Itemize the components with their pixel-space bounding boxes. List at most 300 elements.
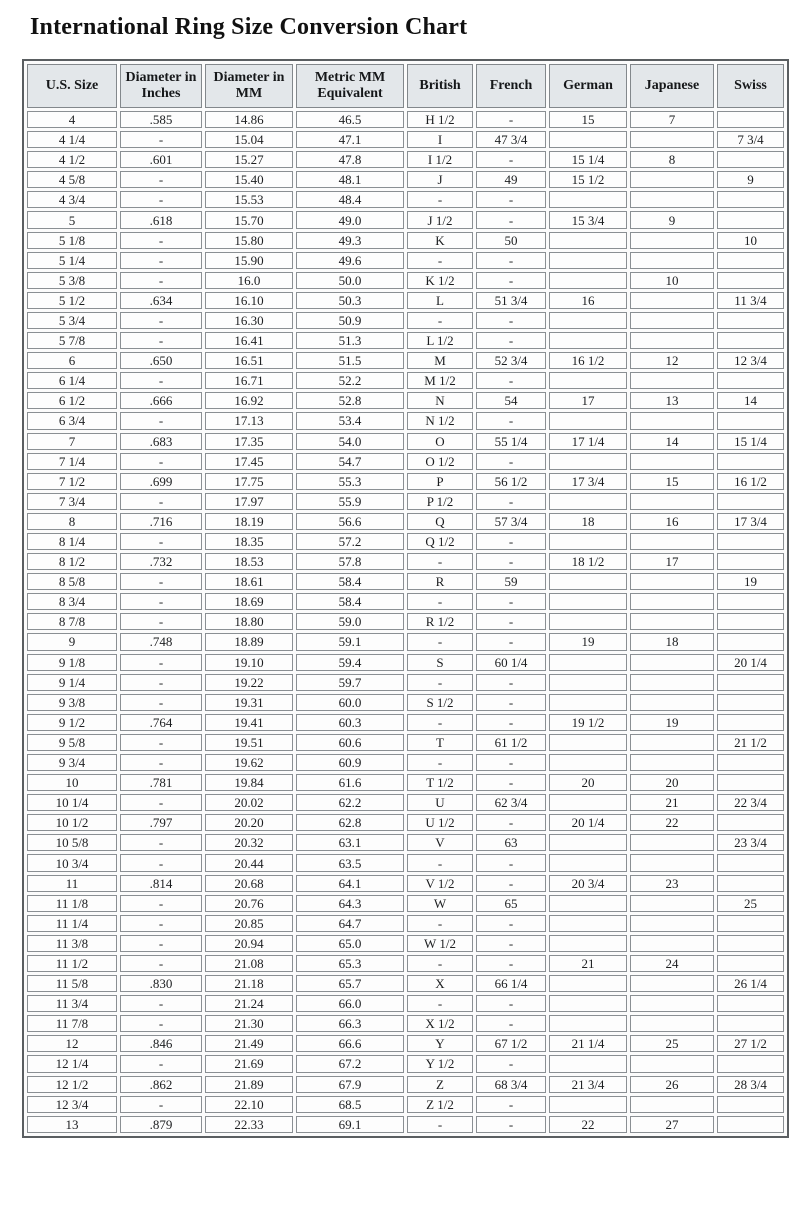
cell: 48.1 bbox=[296, 171, 404, 188]
cell: P bbox=[407, 473, 473, 490]
table-row bbox=[27, 1096, 784, 1113]
cell bbox=[717, 935, 784, 952]
cell: 12 bbox=[630, 352, 714, 369]
cell: 18.89 bbox=[205, 633, 293, 650]
cell: 61.6 bbox=[296, 774, 404, 791]
cell bbox=[717, 1096, 784, 1113]
cell: - bbox=[476, 272, 546, 289]
table-row bbox=[27, 915, 784, 932]
cell: 21 1/4 bbox=[549, 1035, 627, 1052]
cell: 6 1/4 bbox=[27, 372, 117, 389]
cell: - bbox=[476, 553, 546, 570]
cell: 21.69 bbox=[205, 1055, 293, 1072]
cell: - bbox=[120, 935, 202, 952]
cell: S bbox=[407, 654, 473, 671]
cell: 50.3 bbox=[296, 292, 404, 309]
cell: .846 bbox=[120, 1035, 202, 1052]
cell bbox=[549, 412, 627, 429]
cell bbox=[630, 191, 714, 208]
cell: 17.35 bbox=[205, 433, 293, 450]
cell bbox=[630, 674, 714, 691]
cell: U bbox=[407, 794, 473, 811]
cell: 10 bbox=[27, 774, 117, 791]
cell: 6 3/4 bbox=[27, 412, 117, 429]
cell: 65.0 bbox=[296, 935, 404, 952]
cell: 47.1 bbox=[296, 131, 404, 148]
cell: .748 bbox=[120, 633, 202, 650]
cell: 57 3/4 bbox=[476, 513, 546, 530]
table-row bbox=[27, 412, 784, 429]
cell: 19.10 bbox=[205, 654, 293, 671]
cell: 50.0 bbox=[296, 272, 404, 289]
table-body bbox=[27, 111, 784, 1133]
cell: - bbox=[476, 613, 546, 630]
ring-size-conversion-table bbox=[22, 59, 789, 1138]
cell: - bbox=[407, 593, 473, 610]
cell bbox=[549, 654, 627, 671]
table-row bbox=[27, 694, 784, 711]
cell: 49.0 bbox=[296, 211, 404, 228]
cell: 51.5 bbox=[296, 352, 404, 369]
cell: 15.90 bbox=[205, 252, 293, 269]
cell: 26 bbox=[630, 1076, 714, 1093]
cell: 20.94 bbox=[205, 935, 293, 952]
cell: .666 bbox=[120, 392, 202, 409]
table-row bbox=[27, 774, 784, 791]
cell bbox=[630, 292, 714, 309]
cell: Q 1/2 bbox=[407, 533, 473, 550]
cell: 11 3/8 bbox=[27, 935, 117, 952]
cell bbox=[549, 1055, 627, 1072]
table-row bbox=[27, 352, 784, 369]
table-row bbox=[27, 513, 784, 530]
cell bbox=[630, 895, 714, 912]
cell bbox=[630, 935, 714, 952]
cell: - bbox=[476, 674, 546, 691]
cell: - bbox=[407, 714, 473, 731]
cell: 16.30 bbox=[205, 312, 293, 329]
cell: 16 1/2 bbox=[717, 473, 784, 490]
cell: - bbox=[407, 955, 473, 972]
cell: N bbox=[407, 392, 473, 409]
cell: - bbox=[120, 915, 202, 932]
cell: J bbox=[407, 171, 473, 188]
cell: 57.8 bbox=[296, 553, 404, 570]
cell: V 1/2 bbox=[407, 875, 473, 892]
cell: - bbox=[120, 754, 202, 771]
cell: 62.8 bbox=[296, 814, 404, 831]
cell: 15 bbox=[549, 111, 627, 128]
cell: 10 1/4 bbox=[27, 794, 117, 811]
cell: - bbox=[120, 895, 202, 912]
cell: 64.7 bbox=[296, 915, 404, 932]
cell: 8 bbox=[630, 151, 714, 168]
cell: 11 3/4 bbox=[717, 292, 784, 309]
cell: - bbox=[120, 674, 202, 691]
cell: 58.4 bbox=[296, 593, 404, 610]
cell: .732 bbox=[120, 553, 202, 570]
cell: J 1/2 bbox=[407, 211, 473, 228]
cell bbox=[717, 613, 784, 630]
cell: - bbox=[476, 211, 546, 228]
cell: Y 1/2 bbox=[407, 1055, 473, 1072]
cell: - bbox=[407, 915, 473, 932]
cell: 60.3 bbox=[296, 714, 404, 731]
cell bbox=[549, 854, 627, 871]
cell: 23 3/4 bbox=[717, 834, 784, 851]
cell bbox=[630, 654, 714, 671]
table-row bbox=[27, 151, 784, 168]
cell bbox=[630, 915, 714, 932]
cell bbox=[630, 834, 714, 851]
cell: 15.27 bbox=[205, 151, 293, 168]
cell: 14.86 bbox=[205, 111, 293, 128]
table-row bbox=[27, 533, 784, 550]
cell bbox=[549, 694, 627, 711]
cell: 19.22 bbox=[205, 674, 293, 691]
cell: - bbox=[120, 955, 202, 972]
table-row bbox=[27, 1116, 784, 1133]
cell: 21.89 bbox=[205, 1076, 293, 1093]
cell: 17.75 bbox=[205, 473, 293, 490]
cell bbox=[717, 814, 784, 831]
cell: 50.9 bbox=[296, 312, 404, 329]
cell bbox=[549, 834, 627, 851]
cell bbox=[549, 272, 627, 289]
cell: 20.76 bbox=[205, 895, 293, 912]
table-row bbox=[27, 232, 784, 249]
cell: 16.41 bbox=[205, 332, 293, 349]
cell bbox=[549, 935, 627, 952]
cell: - bbox=[476, 252, 546, 269]
cell: 64.3 bbox=[296, 895, 404, 912]
cell: - bbox=[120, 232, 202, 249]
cell: - bbox=[476, 694, 546, 711]
cell: 15.53 bbox=[205, 191, 293, 208]
cell bbox=[549, 1015, 627, 1032]
cell: - bbox=[476, 1015, 546, 1032]
cell: W 1/2 bbox=[407, 935, 473, 952]
cell: 7 3/4 bbox=[717, 131, 784, 148]
table-row bbox=[27, 171, 784, 188]
cell: 22 bbox=[549, 1116, 627, 1133]
cell: X 1/2 bbox=[407, 1015, 473, 1032]
cell: K bbox=[407, 232, 473, 249]
cell bbox=[630, 372, 714, 389]
cell: 52 3/4 bbox=[476, 352, 546, 369]
cell: 17.45 bbox=[205, 453, 293, 470]
cell: 16 1/2 bbox=[549, 352, 627, 369]
cell: 5 1/8 bbox=[27, 232, 117, 249]
cell: - bbox=[476, 533, 546, 550]
cell bbox=[549, 613, 627, 630]
cell: - bbox=[407, 312, 473, 329]
cell: 19.84 bbox=[205, 774, 293, 791]
cell: 18.35 bbox=[205, 533, 293, 550]
cell: 62.2 bbox=[296, 794, 404, 811]
cell bbox=[717, 714, 784, 731]
cell: 10 5/8 bbox=[27, 834, 117, 851]
cell: Y bbox=[407, 1035, 473, 1052]
cell: 15.04 bbox=[205, 131, 293, 148]
cell: 10 3/4 bbox=[27, 854, 117, 871]
cell: 4 1/4 bbox=[27, 131, 117, 148]
cell: - bbox=[476, 995, 546, 1012]
cell: - bbox=[120, 332, 202, 349]
cell: 63.5 bbox=[296, 854, 404, 871]
cell: 20.32 bbox=[205, 834, 293, 851]
cell: 20.44 bbox=[205, 854, 293, 871]
table-row bbox=[27, 453, 784, 470]
cell: 5 1/4 bbox=[27, 252, 117, 269]
cell: 58.4 bbox=[296, 573, 404, 590]
cell: 60.9 bbox=[296, 754, 404, 771]
cell: 49.6 bbox=[296, 252, 404, 269]
cell: - bbox=[476, 915, 546, 932]
cell: 6 1/2 bbox=[27, 392, 117, 409]
cell: - bbox=[120, 533, 202, 550]
cell: 14 bbox=[717, 392, 784, 409]
cell: 54 bbox=[476, 392, 546, 409]
cell: 16 bbox=[549, 292, 627, 309]
table-row bbox=[27, 1015, 784, 1032]
cell: - bbox=[407, 633, 473, 650]
cell: 19.31 bbox=[205, 694, 293, 711]
cell: 6 bbox=[27, 352, 117, 369]
cell: 14 bbox=[630, 433, 714, 450]
cell bbox=[549, 131, 627, 148]
table-row bbox=[27, 131, 784, 148]
cell: .716 bbox=[120, 513, 202, 530]
cell bbox=[549, 232, 627, 249]
cell: 17 3/4 bbox=[717, 513, 784, 530]
cell: - bbox=[476, 1096, 546, 1113]
table-row bbox=[27, 613, 784, 630]
cell: 69.1 bbox=[296, 1116, 404, 1133]
column-header: British bbox=[407, 64, 473, 108]
cell: M bbox=[407, 352, 473, 369]
cell: 52.2 bbox=[296, 372, 404, 389]
cell: 50 bbox=[476, 232, 546, 249]
table-row bbox=[27, 734, 784, 751]
cell: .618 bbox=[120, 211, 202, 228]
cell: 8 1/4 bbox=[27, 533, 117, 550]
cell: 54.0 bbox=[296, 433, 404, 450]
cell bbox=[549, 493, 627, 510]
cell: - bbox=[476, 332, 546, 349]
cell: 7 1/2 bbox=[27, 473, 117, 490]
cell: - bbox=[476, 1116, 546, 1133]
cell bbox=[549, 754, 627, 771]
cell: 56.6 bbox=[296, 513, 404, 530]
cell: 5 3/4 bbox=[27, 312, 117, 329]
cell: 22 bbox=[630, 814, 714, 831]
cell: 61 1/2 bbox=[476, 734, 546, 751]
cell: 66.6 bbox=[296, 1035, 404, 1052]
cell: 27 bbox=[630, 1116, 714, 1133]
cell: 7 3/4 bbox=[27, 493, 117, 510]
cell: - bbox=[407, 854, 473, 871]
cell: 19 bbox=[630, 714, 714, 731]
cell: - bbox=[120, 1096, 202, 1113]
cell: 16 bbox=[630, 513, 714, 530]
cell: 65 bbox=[476, 895, 546, 912]
cell: 67.9 bbox=[296, 1076, 404, 1093]
cell: .879 bbox=[120, 1116, 202, 1133]
cell bbox=[717, 875, 784, 892]
cell: - bbox=[120, 613, 202, 630]
cell: 17 bbox=[549, 392, 627, 409]
cell: - bbox=[120, 573, 202, 590]
cell bbox=[717, 453, 784, 470]
cell: - bbox=[120, 312, 202, 329]
cell: 17.97 bbox=[205, 493, 293, 510]
cell: T 1/2 bbox=[407, 774, 473, 791]
cell: - bbox=[120, 272, 202, 289]
cell: 20.20 bbox=[205, 814, 293, 831]
cell: 63 bbox=[476, 834, 546, 851]
cell bbox=[717, 995, 784, 1012]
cell: - bbox=[407, 674, 473, 691]
cell: 9 bbox=[630, 211, 714, 228]
cell bbox=[630, 332, 714, 349]
cell: 9 bbox=[27, 633, 117, 650]
cell: 21.18 bbox=[205, 975, 293, 992]
cell: 24 bbox=[630, 955, 714, 972]
table-row bbox=[27, 252, 784, 269]
table-row bbox=[27, 834, 784, 851]
cell: L bbox=[407, 292, 473, 309]
cell: H 1/2 bbox=[407, 111, 473, 128]
cell: 10 1/2 bbox=[27, 814, 117, 831]
cell bbox=[717, 332, 784, 349]
cell: 11 1/8 bbox=[27, 895, 117, 912]
cell: 11 5/8 bbox=[27, 975, 117, 992]
cell: 63.1 bbox=[296, 834, 404, 851]
cell: 4 3/4 bbox=[27, 191, 117, 208]
cell bbox=[549, 453, 627, 470]
cell: 49 bbox=[476, 171, 546, 188]
cell: 9 3/8 bbox=[27, 694, 117, 711]
cell: 18 1/2 bbox=[549, 553, 627, 570]
cell: - bbox=[120, 834, 202, 851]
cell: 20 1/4 bbox=[717, 654, 784, 671]
cell: - bbox=[476, 955, 546, 972]
cell: 68 3/4 bbox=[476, 1076, 546, 1093]
cell bbox=[630, 573, 714, 590]
cell: S 1/2 bbox=[407, 694, 473, 711]
table-row bbox=[27, 1076, 784, 1093]
cell: 15 bbox=[630, 473, 714, 490]
cell: L 1/2 bbox=[407, 332, 473, 349]
cell: 22.33 bbox=[205, 1116, 293, 1133]
column-header: French bbox=[476, 64, 546, 108]
cell: 51 3/4 bbox=[476, 292, 546, 309]
table-row bbox=[27, 895, 784, 912]
cell: 20 bbox=[630, 774, 714, 791]
cell: 4 bbox=[27, 111, 117, 128]
cell: 12 3/4 bbox=[27, 1096, 117, 1113]
cell: - bbox=[476, 854, 546, 871]
cell: 66.0 bbox=[296, 995, 404, 1012]
cell: - bbox=[476, 714, 546, 731]
cell: 67.2 bbox=[296, 1055, 404, 1072]
cell: 60.0 bbox=[296, 694, 404, 711]
cell: U 1/2 bbox=[407, 814, 473, 831]
cell: - bbox=[407, 553, 473, 570]
cell bbox=[717, 1015, 784, 1032]
cell: 21 bbox=[549, 955, 627, 972]
cell: O 1/2 bbox=[407, 453, 473, 470]
cell: - bbox=[120, 191, 202, 208]
cell: 21 1/2 bbox=[717, 734, 784, 751]
cell: - bbox=[476, 754, 546, 771]
cell bbox=[717, 694, 784, 711]
cell: 9 1/8 bbox=[27, 654, 117, 671]
cell: 17 bbox=[630, 553, 714, 570]
cell: 59.7 bbox=[296, 674, 404, 691]
cell bbox=[717, 151, 784, 168]
table-row bbox=[27, 1035, 784, 1052]
cell: - bbox=[476, 935, 546, 952]
cell bbox=[630, 232, 714, 249]
cell: 66 1/4 bbox=[476, 975, 546, 992]
cell: 18 bbox=[630, 633, 714, 650]
cell bbox=[630, 1096, 714, 1113]
cell bbox=[717, 272, 784, 289]
cell: 65.7 bbox=[296, 975, 404, 992]
cell bbox=[717, 533, 784, 550]
cell: - bbox=[476, 593, 546, 610]
cell: 19.51 bbox=[205, 734, 293, 751]
table-row bbox=[27, 191, 784, 208]
cell bbox=[549, 1096, 627, 1113]
cell: 7 1/4 bbox=[27, 453, 117, 470]
cell bbox=[630, 312, 714, 329]
column-header: Japanese bbox=[630, 64, 714, 108]
table-row bbox=[27, 392, 784, 409]
cell bbox=[630, 734, 714, 751]
cell bbox=[630, 171, 714, 188]
cell: - bbox=[120, 1015, 202, 1032]
cell bbox=[717, 854, 784, 871]
cell: I 1/2 bbox=[407, 151, 473, 168]
cell bbox=[630, 1055, 714, 1072]
cell bbox=[630, 412, 714, 429]
cell: 4 1/2 bbox=[27, 151, 117, 168]
table-row bbox=[27, 473, 784, 490]
cell: X bbox=[407, 975, 473, 992]
cell: 49.3 bbox=[296, 232, 404, 249]
cell: 19 bbox=[717, 573, 784, 590]
cell bbox=[630, 975, 714, 992]
cell bbox=[717, 493, 784, 510]
cell: 21 bbox=[630, 794, 714, 811]
cell: O bbox=[407, 433, 473, 450]
cell: Z bbox=[407, 1076, 473, 1093]
cell: 7 bbox=[630, 111, 714, 128]
cell: 54.7 bbox=[296, 453, 404, 470]
cell bbox=[717, 955, 784, 972]
cell: .699 bbox=[120, 473, 202, 490]
cell: 16.71 bbox=[205, 372, 293, 389]
cell: 15 3/4 bbox=[549, 211, 627, 228]
cell: 21.24 bbox=[205, 995, 293, 1012]
cell: 15.40 bbox=[205, 171, 293, 188]
cell: 47 3/4 bbox=[476, 131, 546, 148]
cell bbox=[717, 774, 784, 791]
cell: - bbox=[476, 633, 546, 650]
